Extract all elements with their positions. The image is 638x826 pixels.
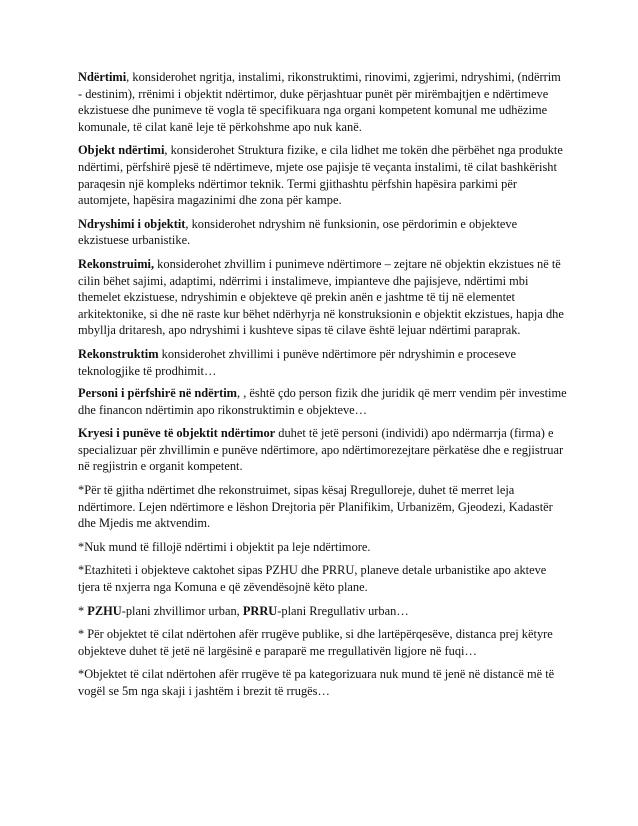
document-page	[78, 69, 568, 707]
definition-rekonstruimi	[78, 256, 568, 339]
term-label: Objekt ndërtimi	[78, 143, 165, 158]
definition-text: konsiderohet zhvillim i punimeve ndërtimore – zejtare në objektin ekzistues në të cilin bëhet sajimi, adaptimi, ndërrimi i instalimeve, impianteve dhe pajisjeve, ndërtimi mbi themelet ekzistuese, ndryshimin e objekteve që prekin anën e jashtme të tij në elementet arkitektonike, si dhe në raste kur bëhet ndërhyrja në konstruksionin e objektit ekzistues, hapja dhe mbyllja dritaresh, apo ndryshimi i kushteve sipas të cilave është lejuar ndërtimi paraprak.	[78, 256, 564, 338]
note-text: *Nuk mund të fillojë ndërtimi i objektit pa leje ndërtimore.	[78, 539, 371, 554]
note-text: *Për të gjitha ndërtimet dhe rekonstruimet, sipas kësaj Rregulloreje, duhet të merret leja ndërtimore. Lejen ndërtimore e lëshon Drejtoria për Planifikim, Urbanizëm, Gjeodezi, Kadastër dhe Mjedis me aktvendim.	[78, 483, 553, 531]
definition-text: , konsiderohet ndryshim në funksionin, ose përdorimin e objekteve ekzistuese urbanistike.	[78, 216, 518, 248]
definition-text: konsiderohet zhvillimi i punëve ndërtimore për ndryshimin e proceseve teknologjike të prodhimit…	[78, 346, 517, 378]
definition-ndertimi	[78, 69, 568, 135]
definition-text: duhet të jetë personi (individi) apo ndërmarrja (firma) e specializuar për zhvillimin e punëve ndërtimore, apo ndërtimorezejtare përkatëse dhe e regjistruar në regjistrin e organit kompetent.	[78, 426, 564, 474]
term-label: Rekonstruktim	[78, 346, 159, 361]
abbreviation-pzhu: PZHU	[87, 603, 122, 618]
note-pa-leje	[78, 539, 568, 556]
definition-text: , , është çdo person fizik dhe juridik që merr vendim për investime dhe financon ndërtimin apo rikonstruktimin e objekteve…	[78, 386, 567, 417]
term-label: Ndërtimi	[78, 70, 127, 84]
definition-rekonstruktim	[78, 346, 568, 379]
note-text: * Për objektet të cilat ndërtohen afër rrugëve publike, si dhe lartëpërqesëve, distanca prej këtyre objekteve duhet të jetë në largësinë e paraparë me rregullativën ligjore në fuqi…	[78, 627, 553, 658]
abbreviation-prru: PRRU	[242, 603, 278, 618]
abbreviation-prru-text: -plani Rregullativ urban…	[277, 603, 409, 618]
definition-text: , konsiderohet Struktura fizike, e cila lidhet me tokën dhe përbëhet nga produkte ndërtimi, përfshirë pjesë të ndërtimeve, mjete ose pajisje të veçanta instalimi, të cilat bashkërisht paraqesin një kompleks ndërtimor teknik. Termi gjithashtu përfshin hapësira parkimi për automjete, hapësira magazinimi dhe zona për kampe.	[78, 143, 563, 208]
note-etazhiteti	[78, 562, 568, 595]
definition-personi	[78, 385, 568, 418]
note-rruget-pa-kategorizuara	[78, 666, 568, 699]
definition-ndryshimi	[78, 216, 568, 249]
note-abbreviations	[78, 603, 568, 620]
definition-objekt-ndertimi	[78, 142, 568, 208]
abbreviation-pzhu-text: -plani zhvillimor urban,	[121, 603, 243, 618]
definition-kryesi	[78, 425, 568, 475]
term-label: Ndryshimi i objektit	[78, 216, 186, 231]
note-leja-ndertimore	[78, 482, 568, 532]
note-text: *Objektet të cilat ndërtohen afër rrugëve të pa kategorizuara nuk mund të jenë në distancë më të vogël se 5m nga skaji i jashtëm i brezit të rrugës…	[78, 667, 555, 698]
note-text: *Etazhiteti i objekteve caktohet sipas PZHU dhe PRRU, planeve detale urbanistike apo akteve tjera të nxjerra nga Komuna e që zëvendësojnë këto plane.	[78, 563, 547, 595]
definition-text: , konsiderohet ngritja, instalimi, rikonstruktimi, rinovimi, zgjerimi, ndryshimi, (ndërrim - destinim), rrënimi i objektit ndërtimor, duke përjashtuar punët për mirëmbajtjen e ndërtimeve ekzistuese dhe punimeve të vogla të specifikuara nga organi kompetent komunal me udhëzime komunale, të cilat kanë leje të përkohshme apo nuk kanë.	[78, 70, 561, 134]
note-rruget-publike	[78, 626, 568, 659]
term-label: Personi i përfshirë në ndërtim	[78, 386, 237, 401]
note-prefix: *	[78, 603, 88, 618]
term-label: Kryesi i punëve të objektit ndërtimor	[78, 426, 276, 441]
term-label: Rekonstruimi,	[78, 256, 155, 271]
